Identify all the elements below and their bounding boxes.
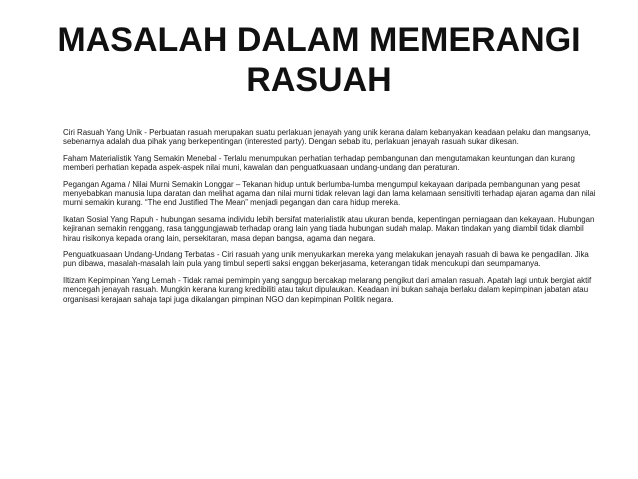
paragraph-penguatkuasaan: Penguatkuasaan Undang-Undang Terbatas - Ciri rasuah yang unik menyukarkan mereka yang melakukan jenayah rasuah di bawa ke pengadilan. Jika pun dibawa, masalah-masalah lain pula yang timbul seperti saksi enggan bekerjasama, keterangan tidak mencukupi dan seumpamanya. [63,250,589,269]
paragraph-iltizam-kepimpinan: Iltizam Kepimpinan Yang Lemah - Tidak ramai pemimpin yang sanggup bercakap melarang pengikut dari amalan rasuah. Apatah lagi untuk bergiat aktif mencegah jenayah rasuah. Mungkin kerana kurang kredibiliti atau takut dipulaukan. Keadaan ini bukan sahaja berlaku dalam kepimpinan jabatan atau organisasi kerajaan sahaja tapi juga dikalangan pimpinan NGO dan kepimpinan Politik negara. [63,275,592,304]
slide-body [63,128,598,311]
slide-title: MASALAH DALAM MEMERANGI RASUAH [57,21,581,99]
paragraph-ciri-rasuah: Ciri Rasuah Yang Unik - Perbuatan rasuah merupakan suatu perlakuan jenayah yang unik kerana dalam kebanyakan keadaan pelaku dan mangsanya, sebenarnya adalah dua pihak yang berkepentingan (interested party). Dengan sebab itu, perlakuan jenayah rasuah sukar dikesan. [63,128,591,147]
paragraph-pegangan-agama: Pegangan Agama / Nilai Murni Semakin Longgar – Tekanan hidup untuk berlumba-lumba mengumpul kekayaan daripada pembangunan yang pesat menyebabkan manusia lupa daratan dan melihat agama dan nilai murni tidak relevan lagi dan lama kelamaan sensitiviti terhadap ajaran agama dan nilai murni semakin kurang. “The end Justified The Mean” menjadi pegangan dan cara hidup mereka. [63,179,596,208]
paragraph-faham-materialistik: Faham Materialistik Yang Semakin Menebal - Terlalu menumpukan perhatian terhadap pembangunan dan mengutamakan keuntungan dan kurang memberi perhatian kepada aspek-aspek nilai muni, kawalan dan penguatkuasaan undang-undang dan peraturan. [63,153,575,173]
paragraph-ikatan-sosial: Ikatan Sosial Yang Rapuh - hubungan sesama individu lebih bersifat materialistik atau ukuran benda, kepentingan perniagaan dan kekayaan. Hubungan kejiranan semakin renggang, rasa tanggungjawab terhadap orang lain yang tiada hubungan sudah malap. Makan tindakan yang diambil tidak diambil hirau risikonya kepada orang lain, persekitaran, masa depan bangsa, agama dan negara. [63,214,595,243]
